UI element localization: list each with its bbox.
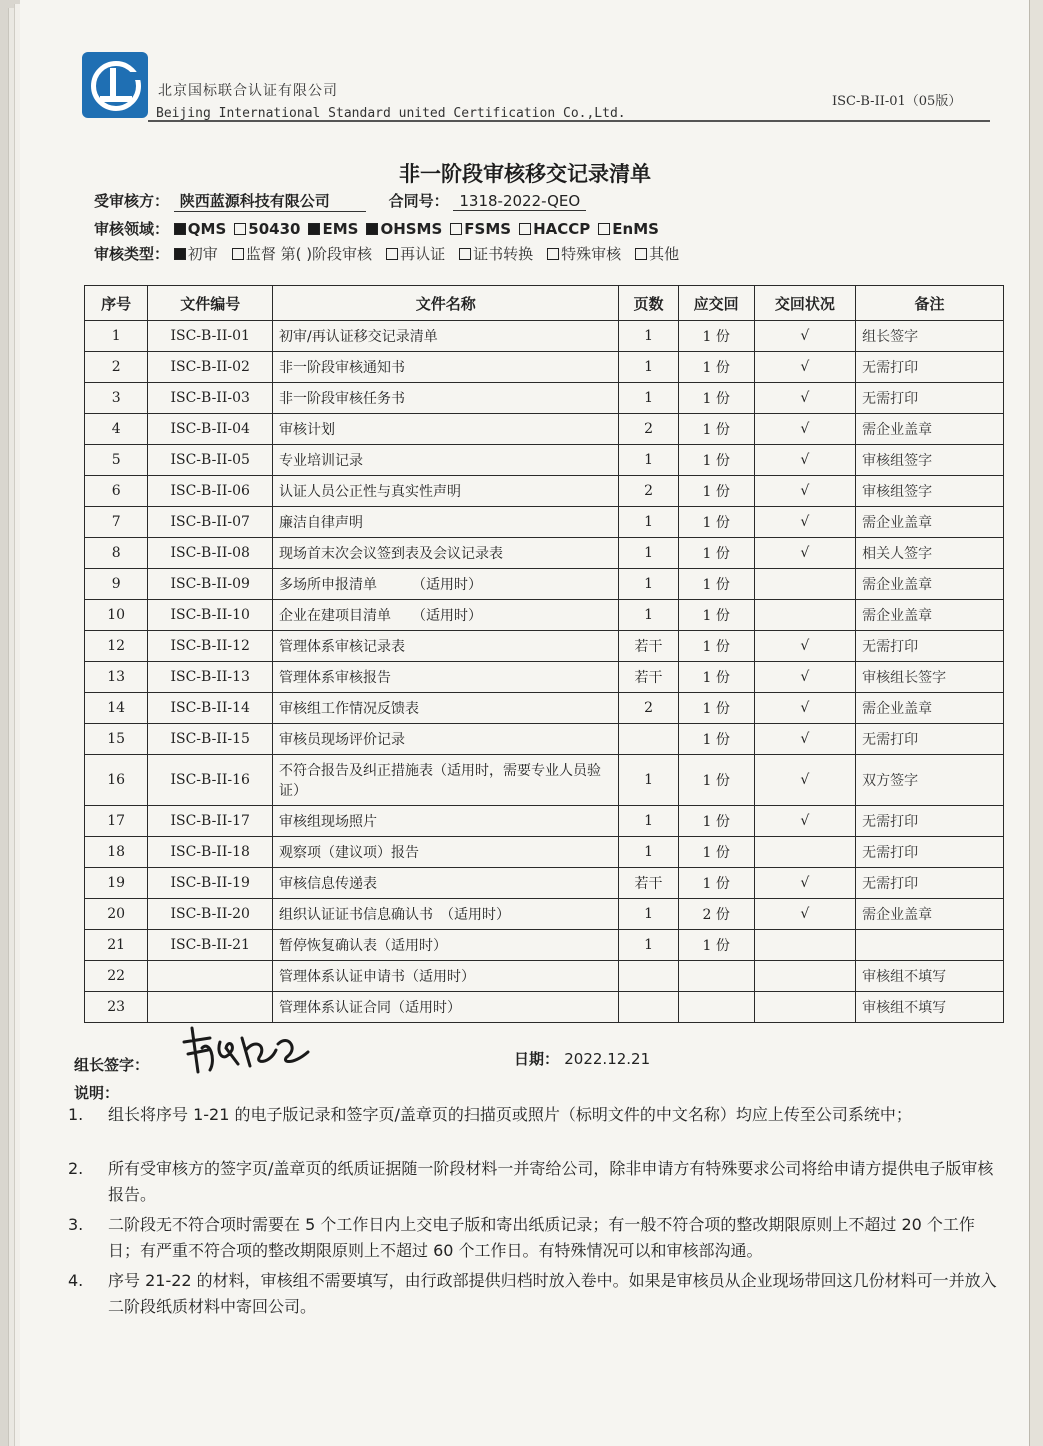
file-name-cell: 审核计划 xyxy=(273,414,619,445)
audit-type-option-label: 再认证 xyxy=(400,245,446,263)
note-text: 所有受审核方的签字页/盖章页的纸质证据随一阶段材料一并寄给公司，除非申请方有特殊要求公司将给申请方提供电子版审核报告。 xyxy=(108,1159,994,1204)
file-name-cell: 认证人员公正性与真实性声明 xyxy=(273,476,619,507)
note-text: 序号 21-22 的材料，审核组不需要填写，由行政部提供归档时放入卷中。如果是审核员从企业现场带回这几份材料可一并放入二阶段纸质材料中寄回公司。 xyxy=(108,1271,997,1316)
col-header-copies: 应交回 xyxy=(678,286,754,321)
page-count-cell: 1 xyxy=(619,538,678,569)
remark-cell: 需企业盖章 xyxy=(856,569,1004,600)
audit-type-option xyxy=(635,245,679,263)
auditee-label: 受审核方： xyxy=(94,192,170,210)
row-number-cell: 3 xyxy=(85,383,148,414)
unchecked-box-icon xyxy=(232,248,244,260)
table-row xyxy=(85,631,1004,662)
col-header-name: 文件名称 xyxy=(273,286,619,321)
audit-type-line xyxy=(94,243,693,264)
return-status-cell xyxy=(754,930,855,961)
file-name-cell: 审核员现场评价记录 xyxy=(273,724,619,755)
remark-cell: 无需打印 xyxy=(856,806,1004,837)
audit-domain-option-label: QMS xyxy=(187,220,227,238)
return-status-cell xyxy=(754,992,855,1023)
copies-due-cell: 1 份 xyxy=(678,693,754,724)
audit-domain-option-label: OHSMS xyxy=(380,220,443,238)
row-number-cell: 6 xyxy=(85,476,148,507)
remark-cell: 无需打印 xyxy=(856,724,1004,755)
table-row xyxy=(85,868,1004,899)
page-count-cell xyxy=(619,724,678,755)
table-row xyxy=(85,569,1004,600)
copies-due-cell: 1 份 xyxy=(678,321,754,352)
copies-due-cell: 1 份 xyxy=(678,569,754,600)
row-number-cell: 22 xyxy=(85,961,148,992)
remark-cell: 相关人签字 xyxy=(856,538,1004,569)
return-status-cell: √ xyxy=(754,321,855,352)
table-row xyxy=(85,538,1004,569)
copies-due-cell: 1 份 xyxy=(678,631,754,662)
page-count-cell: 若干 xyxy=(619,868,678,899)
page-count-cell xyxy=(619,961,678,992)
contract-label: 合同号： xyxy=(388,192,449,210)
note-item xyxy=(68,1156,998,1208)
col-header-no: 序号 xyxy=(85,286,148,321)
file-name-cell: 管理体系审核记录表 xyxy=(273,631,619,662)
return-status-cell: √ xyxy=(754,899,855,930)
file-name-cell: 专业培训记录 xyxy=(273,445,619,476)
file-code-cell: ISC-B-II-06 xyxy=(148,476,273,507)
page-count-cell: 1 xyxy=(619,600,678,631)
remark-cell: 无需打印 xyxy=(856,383,1004,414)
table-row xyxy=(85,693,1004,724)
checked-box-icon xyxy=(174,223,186,235)
audit-domain-option xyxy=(366,220,442,238)
audit-type-option xyxy=(174,245,218,263)
leader-signature-label: 组长签字： xyxy=(74,1056,150,1074)
audit-type-option xyxy=(459,245,533,263)
file-name-cell: 观察项（建议项）报告 xyxy=(273,837,619,868)
page-count-cell: 1 xyxy=(619,755,678,806)
return-status-cell: √ xyxy=(754,414,855,445)
table-row xyxy=(85,445,1004,476)
file-name-cell: 初审/再认证移交记录清单 xyxy=(273,321,619,352)
audit-domain-option-label: HACCP xyxy=(533,220,591,238)
auditee-value: 陕西蓝源科技有限公司 xyxy=(174,190,366,212)
file-code-cell: ISC-B-II-20 xyxy=(148,899,273,930)
page-count-cell: 1 xyxy=(619,837,678,868)
return-status-cell: √ xyxy=(754,868,855,899)
return-status-cell: √ xyxy=(754,631,855,662)
table-row xyxy=(85,383,1004,414)
unchecked-box-icon xyxy=(519,223,531,235)
remark-cell: 无需打印 xyxy=(856,631,1004,662)
row-number-cell: 15 xyxy=(85,724,148,755)
note-number: 1. xyxy=(68,1105,84,1124)
table-row xyxy=(85,507,1004,538)
row-number-cell: 5 xyxy=(85,445,148,476)
audit-domain-option-label: 50430 xyxy=(248,220,301,238)
page-count-cell xyxy=(619,992,678,1023)
copies-due-cell: 1 份 xyxy=(678,806,754,837)
file-code-cell: ISC-B-II-07 xyxy=(148,507,273,538)
file-code-cell: ISC-B-II-12 xyxy=(148,631,273,662)
page-count-cell: 若干 xyxy=(619,631,678,662)
remark-cell: 无需打印 xyxy=(856,868,1004,899)
row-number-cell: 18 xyxy=(85,837,148,868)
copies-due-cell: 1 份 xyxy=(678,868,754,899)
page-count-cell: 1 xyxy=(619,321,678,352)
return-status-cell: √ xyxy=(754,662,855,693)
contract-value: 1318-2022-QEO xyxy=(453,192,586,211)
audit-type-options xyxy=(174,245,693,263)
unchecked-box-icon xyxy=(547,248,559,260)
audit-type-option-label: 特殊审核 xyxy=(561,245,622,263)
company-name-en: Beijing International Standard united Certification Co.,Ltd. xyxy=(156,106,626,121)
audit-domain-option xyxy=(519,220,590,238)
return-status-cell: √ xyxy=(754,476,855,507)
return-status-cell: √ xyxy=(754,724,855,755)
col-header-status: 交回状况 xyxy=(754,286,855,321)
note-item xyxy=(68,1268,998,1320)
file-name-cell: 现场首末次会议签到表及会议记录表 xyxy=(273,538,619,569)
handover-table xyxy=(84,285,1004,1023)
remark-cell: 审核组长签字 xyxy=(856,662,1004,693)
return-status-cell: √ xyxy=(754,806,855,837)
page-count-cell: 1 xyxy=(619,507,678,538)
page-count-cell: 1 xyxy=(619,383,678,414)
note-item xyxy=(68,1212,998,1264)
file-name-cell: 不符合报告及纠正措施表（适用时，需要专业人员验证） xyxy=(273,755,619,806)
file-name-cell: 管理体系审核报告 xyxy=(273,662,619,693)
remark-cell: 无需打印 xyxy=(856,837,1004,868)
note-number: 4. xyxy=(68,1271,84,1290)
note-number: 2. xyxy=(68,1159,84,1178)
file-code-cell xyxy=(148,961,273,992)
table-row xyxy=(85,930,1004,961)
audit-type-option-label: 证书转换 xyxy=(473,245,534,263)
file-code-cell: ISC-B-II-19 xyxy=(148,868,273,899)
row-number-cell: 12 xyxy=(85,631,148,662)
row-number-cell: 19 xyxy=(85,868,148,899)
table-row xyxy=(85,899,1004,930)
row-number-cell: 17 xyxy=(85,806,148,837)
audit-domain-option xyxy=(234,220,300,238)
copies-due-cell: 1 份 xyxy=(678,445,754,476)
row-number-cell: 7 xyxy=(85,507,148,538)
audit-type-label: 审核类型： xyxy=(94,245,170,263)
copies-due-cell: 1 份 xyxy=(678,414,754,445)
remark-cell: 组长签字 xyxy=(856,321,1004,352)
copies-due-cell: 1 份 xyxy=(678,724,754,755)
file-code-cell: ISC-B-II-10 xyxy=(148,600,273,631)
row-number-cell: 23 xyxy=(85,992,148,1023)
remark-cell xyxy=(856,930,1004,961)
file-name-cell: 组织认证证书信息确认书 （适用时） xyxy=(273,899,619,930)
audit-domain-line xyxy=(94,218,667,239)
checked-box-icon xyxy=(174,248,186,260)
col-header-code: 文件编号 xyxy=(148,286,273,321)
company-logo-icon xyxy=(82,52,148,118)
return-status-cell xyxy=(754,837,855,868)
unchecked-box-icon xyxy=(635,248,647,260)
table-row xyxy=(85,837,1004,868)
return-status-cell: √ xyxy=(754,383,855,414)
company-name-cn: 北京国标联合认证有限公司 xyxy=(158,83,338,99)
table-row xyxy=(85,724,1004,755)
remark-cell: 无需打印 xyxy=(856,352,1004,383)
audit-domain-option-label: EnMS xyxy=(612,220,659,238)
book-edge xyxy=(1029,0,1043,1446)
table-body xyxy=(85,321,1004,1023)
row-number-cell: 13 xyxy=(85,662,148,693)
page-count-cell: 2 xyxy=(619,414,678,445)
file-code-cell: ISC-B-II-08 xyxy=(148,538,273,569)
date-line xyxy=(514,1048,650,1069)
table-header-row xyxy=(85,286,1004,321)
audit-domain-option-label: FSMS xyxy=(464,220,512,238)
return-status-cell: √ xyxy=(754,693,855,724)
file-name-cell: 非一阶段审核任务书 xyxy=(273,383,619,414)
page-count-cell: 1 xyxy=(619,930,678,961)
page-count-cell: 2 xyxy=(619,476,678,507)
file-name-cell: 审核组工作情况反馈表 xyxy=(273,693,619,724)
file-code-cell: ISC-B-II-05 xyxy=(148,445,273,476)
date-label: 日期： xyxy=(514,1050,560,1068)
remark-cell: 需企业盖章 xyxy=(856,600,1004,631)
row-number-cell: 2 xyxy=(85,352,148,383)
checked-box-icon xyxy=(366,223,378,235)
audit-domain-option-label: EMS xyxy=(322,220,359,238)
table-row xyxy=(85,476,1004,507)
file-code-cell: ISC-B-II-03 xyxy=(148,383,273,414)
audit-type-option xyxy=(232,245,372,263)
audit-type-option xyxy=(386,245,445,263)
file-code-cell: ISC-B-II-21 xyxy=(148,930,273,961)
page-count-cell: 1 xyxy=(619,445,678,476)
copies-due-cell: 1 份 xyxy=(678,352,754,383)
remark-cell: 需企业盖章 xyxy=(856,899,1004,930)
col-header-remark: 备注 xyxy=(856,286,1004,321)
document-page xyxy=(20,0,1030,1446)
audit-type-option-label: 初审 xyxy=(187,245,218,263)
copies-due-cell: 2 份 xyxy=(678,899,754,930)
file-code-cell: ISC-B-II-02 xyxy=(148,352,273,383)
copies-due-cell: 1 份 xyxy=(678,476,754,507)
return-status-cell: √ xyxy=(754,755,855,806)
remark-cell: 需企业盖章 xyxy=(856,507,1004,538)
audit-domain-options xyxy=(174,220,667,238)
return-status-cell xyxy=(754,569,855,600)
unchecked-box-icon xyxy=(386,248,398,260)
table-row xyxy=(85,321,1004,352)
audit-domain-option xyxy=(450,220,511,238)
row-number-cell: 8 xyxy=(85,538,148,569)
table-row xyxy=(85,961,1004,992)
audit-domain-option xyxy=(598,220,659,238)
return-status-cell: √ xyxy=(754,507,855,538)
copies-due-cell: 1 份 xyxy=(678,662,754,693)
audit-type-option-label: 其他 xyxy=(649,245,680,263)
file-code-cell: ISC-B-II-09 xyxy=(148,569,273,600)
table-row xyxy=(85,662,1004,693)
file-code-cell: ISC-B-II-16 xyxy=(148,755,273,806)
table-row xyxy=(85,755,1004,806)
return-status-cell: √ xyxy=(754,445,855,476)
remark-cell: 双方签字 xyxy=(856,755,1004,806)
note-number: 3. xyxy=(68,1215,84,1234)
row-number-cell: 21 xyxy=(85,930,148,961)
page-count-cell: 1 xyxy=(619,569,678,600)
file-name-cell: 审核信息传递表 xyxy=(273,868,619,899)
row-number-cell: 14 xyxy=(85,693,148,724)
file-name-cell: 非一阶段审核通知书 xyxy=(273,352,619,383)
audit-domain-option xyxy=(308,220,358,238)
row-number-cell: 20 xyxy=(85,899,148,930)
return-status-cell: √ xyxy=(754,538,855,569)
row-number-cell: 10 xyxy=(85,600,148,631)
file-code-cell: ISC-B-II-18 xyxy=(148,837,273,868)
copies-due-cell: 1 份 xyxy=(678,837,754,868)
file-name-cell: 多场所申报清单 （适用时） xyxy=(273,569,619,600)
unchecked-box-icon xyxy=(598,223,610,235)
copies-due-cell: 1 份 xyxy=(678,930,754,961)
audit-domain-option xyxy=(174,220,226,238)
file-code-cell: ISC-B-II-04 xyxy=(148,414,273,445)
table-row xyxy=(85,600,1004,631)
row-number-cell: 16 xyxy=(85,755,148,806)
file-code-cell: ISC-B-II-14 xyxy=(148,693,273,724)
notes-title: 说明： xyxy=(74,1084,120,1102)
table-row xyxy=(85,992,1004,1023)
file-name-cell: 企业在建项目清单 （适用时） xyxy=(273,600,619,631)
copies-due-cell xyxy=(678,961,754,992)
remark-cell: 审核组签字 xyxy=(856,445,1004,476)
file-code-cell: ISC-B-II-15 xyxy=(148,724,273,755)
document-title: 非一阶段审核移交记录清单 xyxy=(399,162,651,186)
audit-domain-label: 审核领域： xyxy=(94,220,170,238)
file-name-cell: 审核组现场照片 xyxy=(273,806,619,837)
header-divider xyxy=(148,120,990,122)
unchecked-box-icon xyxy=(450,223,462,235)
audit-type-option-label: 监督 第( )阶段审核 xyxy=(245,245,373,263)
note-text: 组长将序号 1-21 的电子版记录和签字页/盖章页的扫描页或照片（标明文件的中文名称）均应上传至公司系统中； xyxy=(108,1105,912,1124)
copies-due-cell: 1 份 xyxy=(678,383,754,414)
copies-due-cell: 1 份 xyxy=(678,507,754,538)
page-count-cell: 若干 xyxy=(619,662,678,693)
remark-cell: 审核组不填写 xyxy=(856,961,1004,992)
row-number-cell: 1 xyxy=(85,321,148,352)
copies-due-cell: 1 份 xyxy=(678,538,754,569)
file-code-cell xyxy=(148,992,273,1023)
col-header-pages: 页数 xyxy=(619,286,678,321)
file-name-cell: 管理体系认证合同（适用时） xyxy=(273,992,619,1023)
auditee-line xyxy=(94,190,586,212)
remark-cell: 审核组签字 xyxy=(856,476,1004,507)
file-code-cell: ISC-B-II-13 xyxy=(148,662,273,693)
unchecked-box-icon xyxy=(459,248,471,260)
return-status-cell: √ xyxy=(754,352,855,383)
file-code-cell: ISC-B-II-01 xyxy=(148,321,273,352)
remark-cell: 审核组不填写 xyxy=(856,992,1004,1023)
table-row xyxy=(85,414,1004,445)
date-value: 2022.12.21 xyxy=(564,1050,651,1068)
page-count-cell: 2 xyxy=(619,693,678,724)
checked-box-icon xyxy=(308,223,320,235)
table-row xyxy=(85,806,1004,837)
note-item xyxy=(68,1102,998,1128)
return-status-cell xyxy=(754,961,855,992)
file-name-cell: 暂停恢复确认表（适用时） xyxy=(273,930,619,961)
row-number-cell: 9 xyxy=(85,569,148,600)
page-count-cell: 1 xyxy=(619,806,678,837)
page-count-cell: 1 xyxy=(619,352,678,383)
copies-due-cell xyxy=(678,992,754,1023)
table-row xyxy=(85,352,1004,383)
audit-type-option xyxy=(547,245,621,263)
return-status-cell xyxy=(754,600,855,631)
leader-signature-icon xyxy=(180,1020,330,1080)
file-code-cell: ISC-B-II-17 xyxy=(148,806,273,837)
row-number-cell: 4 xyxy=(85,414,148,445)
page-count-cell: 1 xyxy=(619,899,678,930)
note-text: 二阶段无不符合项时需要在 5 个工作日内上交电子版和寄出纸质记录；有一般不符合项的整改期限原则上不超过 20 个工作日；有严重不符合项的整改期限原则上不超过 60 个工作日。有特殊情况可以和审核部沟通。 xyxy=(108,1215,975,1260)
remark-cell: 需企业盖章 xyxy=(856,414,1004,445)
file-name-cell: 管理体系认证申请书（适用时） xyxy=(273,961,619,992)
file-name-cell: 廉洁自律声明 xyxy=(273,507,619,538)
unchecked-box-icon xyxy=(234,223,246,235)
copies-due-cell: 1 份 xyxy=(678,600,754,631)
form-code: ISC-B-II-01（05版） xyxy=(832,94,962,109)
remark-cell: 需企业盖章 xyxy=(856,693,1004,724)
copies-due-cell: 1 份 xyxy=(678,755,754,806)
